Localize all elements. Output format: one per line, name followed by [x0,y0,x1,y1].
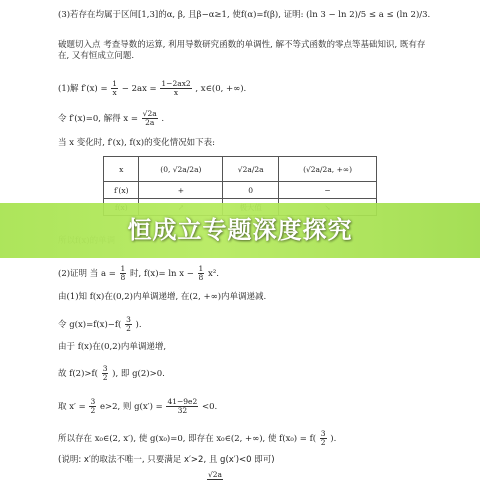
fraction-numerator: 1 [120,264,126,273]
fraction-denominator: 2 [102,373,108,382]
note-line: (说明: x′的取法不唯一, 只要满足 x′>2, 且 g(x′)<0 即可) [58,455,275,465]
fraction-numerator: 1 [198,264,204,273]
fraction-denominator: 8 [198,273,204,282]
fraction [125,316,132,333]
table-row [104,157,377,182]
proof-2-mid: 时, f(x)= ln x − [130,269,194,279]
fraction-denominator: 8 [120,273,126,282]
fraction [111,80,118,97]
fraction [207,471,223,480]
g2-line [58,365,165,382]
existence-suffix: ). [330,434,337,444]
g-definition-prefix: 令 g(x)=f(x)−f( [58,320,122,330]
fraction [198,265,205,282]
variation-intro-line: 当 x 变化时, f′(x), f(x)的变化情况如下表: [58,138,215,148]
take-x-line [58,398,217,415]
fraction-numerator: 3 [102,364,108,373]
fraction [166,398,198,415]
table-cell: f′(x) [104,182,139,199]
fraction [142,110,158,127]
critical-point-line [58,110,164,127]
table-cell: √2a/2a [223,157,279,182]
table-cell: x [104,157,139,182]
fraction-denominator: x [173,88,179,97]
fraction [160,80,191,97]
fraction-denominator: 32 [177,406,188,415]
g-definition-suffix: ). [135,320,142,330]
g-definition-line [58,316,142,333]
fraction-numerator: 1−2ax2 [161,79,191,88]
fraction-denominator: x [112,88,117,97]
g2-suffix: ), 即 g(2)>0. [112,369,165,379]
critical-point-prefix: 令 f′(x)=0, 解得 x = [58,114,138,124]
fraction-numerator: 3 [90,397,96,406]
breakthrough-paragraph: 破题切入点 考查导数的运算, 利用导数研究函数的单调性, 解不等式函数的零点等基础知识, 既有存在, 又有恒成立问题. [58,40,426,61]
table-cell: (0, √2a/2a) [139,157,223,182]
existence-prefix: 所以存在 x₀∈(2, x′), 使 g(x₀)=0, 即存在 x₀∈(2, +∞), 使 f(x₀) = f( [58,434,317,444]
critical-point-suffix: . [161,114,165,124]
take-x-suffix: <0. [201,402,218,412]
fraction [102,365,109,382]
g2-prefix: 故 f(2)>f( [58,369,98,379]
solution-1-mid: − 2ax = [121,84,157,94]
fraction-numerator: 3 [320,429,326,438]
take-x-mid: e>2, 则 g(x′) = [99,402,163,412]
table-cell: 0 [223,182,279,199]
fraction-numerator: 1 [112,79,118,88]
fraction-numerator: 3 [126,315,131,324]
table-cell: (√2a/2a, +∞) [279,157,377,182]
monotonicity-line: 由(1)知 f(x)在(0,2)内单调递增, 在(2, +∞)内单调递减. [58,292,267,302]
tail-fraction [206,471,224,482]
fraction-denominator: 2 [126,324,131,333]
fraction-denominator: 2 [90,406,96,415]
question-3-text: (3)若存在均属于区间[1,3]的α, β, 且β−α≥1, 使f(α)=f(β), 证明: (ln 3 − ln 2)/5 ≤ a ≤ (ln 2)/3. [58,10,431,20]
fraction-denominator: 2 [320,438,326,447]
fraction [320,430,327,447]
fraction [89,398,96,415]
proof-2-suffix: x². [208,269,219,279]
proof-2-prefix: (2)证明 当 a = [58,269,116,279]
solution-1-line [58,80,246,97]
fraction [120,265,127,282]
banner-title: 恒成立专题深度探究 [127,216,353,244]
proof-2-line [58,265,219,282]
solution-1-prefix: (1)解 f′(x) = [58,84,108,94]
take-x-prefix: 取 x′ = [58,402,86,412]
table-cell: − [279,182,377,199]
fraction-numerator: √2a [208,470,223,479]
fraction-numerator: 41−9e2 [167,397,198,406]
since-line: 由于 f(x)在(0,2)内单调递增, [58,342,167,352]
table-cell: + [139,182,223,199]
solution-1-suffix: , x∈(0, +∞). [195,84,247,94]
fraction-numerator: √2a [142,109,157,118]
fraction-denominator: 2a [145,118,155,127]
table-row [104,182,377,199]
existence-line [58,430,336,447]
